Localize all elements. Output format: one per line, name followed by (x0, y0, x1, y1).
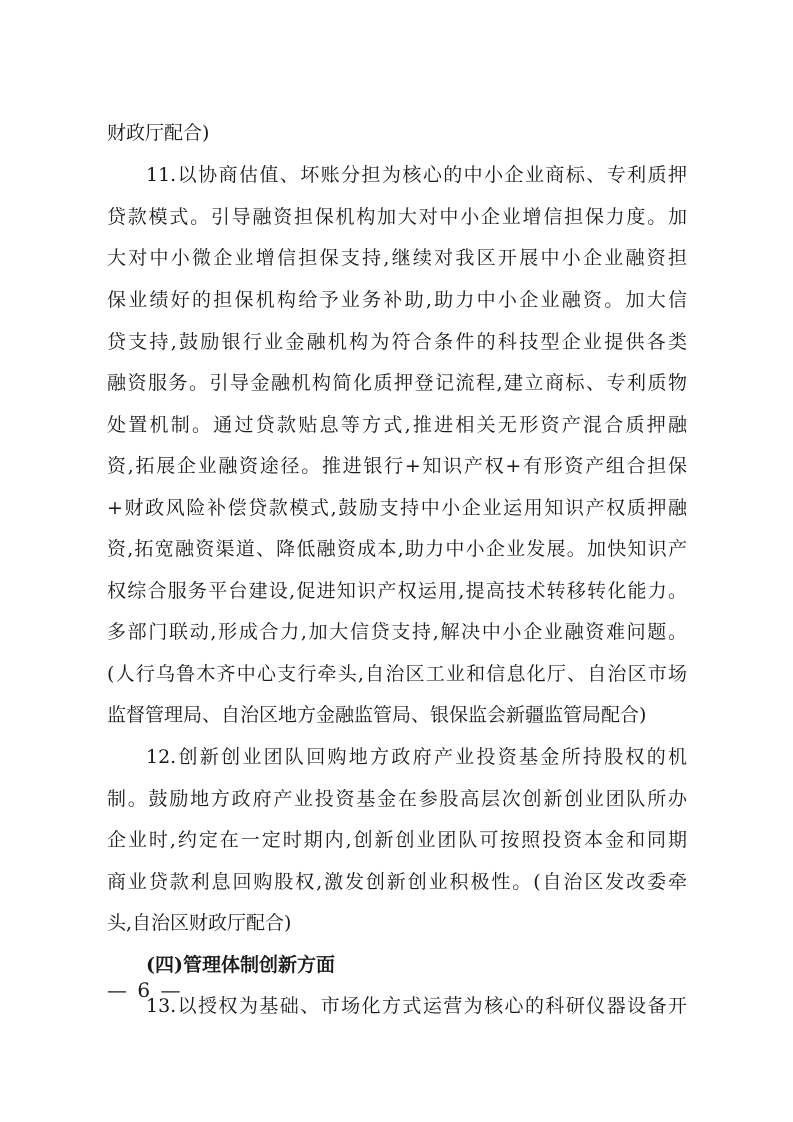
paragraph-line: 商业贷款利息回购股权,激发创新创业积极性。(自治区发改委牵 (107, 871, 687, 893)
paragraph-line: 融资服务。引导金融机构简化质押登记流程,建立商标、专利质物 (107, 372, 687, 394)
paragraph-line: 12.创新创业团队回购地方政府产业投资基金所持股权的机 (146, 746, 687, 768)
paragraph-line: 13.以授权为基础、市场化方式运营为核心的科研仪器设备开 (146, 995, 687, 1017)
paragraph-line: 大对中小微企业增信担保支持,继续对我区开展中小企业融资担 (107, 247, 687, 269)
paragraph-line: 处置机制。通过贷款贴息等方式,推进相关无形资产混合质押融 (107, 414, 687, 436)
paragraph-line: 资,拓展企业融资途径。推进银行+知识产权+有形资产组合担保 (107, 455, 687, 477)
paragraph-line: 头,自治区财政厅配合) (107, 912, 292, 934)
paragraph-line: (人行乌鲁木齐中心支行牵头,自治区工业和信息化厅、自治区市场 (107, 663, 687, 685)
paragraph-line: +财政风险补偿贷款模式,鼓励支持中小企业运用知识产权质押融 (107, 497, 687, 519)
paragraph-line: 11.以协商估值、坏账分担为核心的中小企业商标、专利质押 (146, 164, 687, 186)
section-heading: (四)管理体制创新方面 (146, 954, 335, 976)
paragraph-line: 财政厅配合) (107, 122, 210, 144)
paragraph-line: 资,拓宽融资渠道、降低融资成本,助力中小企业发展。加快知识产 (107, 538, 687, 560)
paragraph-line: 监督管理局、自治区地方金融监管局、银保监会新疆监管局配合) (107, 704, 647, 726)
paragraph-line: 贷款模式。引导融资担保机构加大对中小企业增信担保力度。加 (107, 206, 687, 228)
paragraph-line: 保业绩好的担保机构给予业务补助,助力中小企业融资。加大信 (107, 289, 687, 311)
paragraph-line: 权综合服务平台建设,促进知识产权运用,提高技术转移转化能力。 (107, 580, 687, 602)
paragraph-line: 制。鼓励地方政府产业投资基金在参股高层次创新创业团队所办 (107, 788, 687, 810)
paragraph-line: 企业时,约定在一定时期内,创新创业团队可按照投资本金和同期 (107, 829, 687, 851)
page-number: — 6 — (107, 978, 183, 1002)
paragraph-line: 多部门联动,形成合力,加大信贷支持,解决中小企业融资难问题。 (107, 621, 687, 643)
paragraph-line: 贷支持,鼓励银行业金融机构为符合条件的科技型企业提供各类 (107, 331, 687, 353)
